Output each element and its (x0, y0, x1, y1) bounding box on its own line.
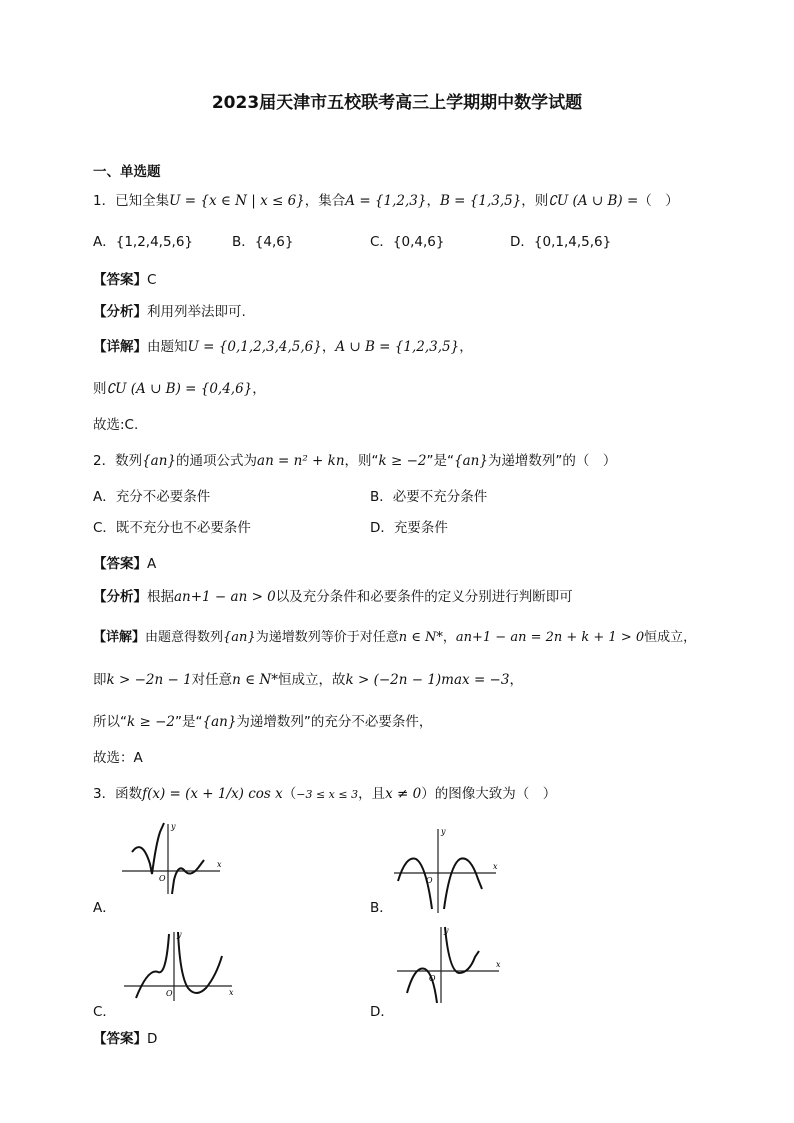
curve-right (445, 927, 479, 973)
q2-analysis-text: 根据 (147, 589, 174, 605)
detail-tag: 【详解】 (93, 339, 147, 355)
q2-detail-line2 (93, 671, 523, 689)
q1-stem-text: ，则 (521, 193, 549, 209)
q3-stem-text: 3．函数 (93, 786, 143, 802)
q1-detail-text: 则 (93, 381, 107, 397)
q2-detail-text: 为递增数列等价于对任意 (255, 630, 399, 645)
q1-expression: ∁U (A ∪ B) = (548, 193, 639, 209)
q3-stem-text: ，且 (358, 786, 386, 802)
q1-answer-blank: （ ） (638, 193, 679, 209)
q2-sequence: {an} (454, 453, 488, 469)
curve-left (136, 934, 169, 998)
q1-detail-line2 (93, 380, 266, 398)
q1-option-a: A．{1,2,4,5,6} (93, 234, 194, 250)
q2-detail-text: ， (442, 630, 456, 645)
q1-answer (93, 271, 156, 289)
q2-detail-text: 恒成立，故 (278, 672, 346, 688)
y-axis-label: y (441, 827, 446, 836)
q2-stem-text: 为递增数列”的（ ） (487, 453, 617, 469)
q1-detail-text: ， (321, 339, 336, 355)
q3-option-d: D． (370, 1004, 394, 1020)
curve-right (178, 932, 222, 993)
section-heading: 一、单选题 (93, 164, 161, 180)
q1-detail-complement: ∁U (A ∪ B) = {0,4,6} (106, 381, 253, 397)
q2-detail-sequence: {an} (223, 630, 256, 645)
q3-stem-text: （ (282, 786, 297, 802)
q2-detail-n: n ∈ N* (232, 672, 278, 688)
q1-stem (93, 192, 679, 210)
answer-tag: 【答案】 (93, 272, 147, 288)
q2-analysis (93, 588, 573, 606)
q2-stem-text: 2．数列 (93, 453, 143, 469)
q3-graph-c (122, 928, 237, 1003)
q2-detail-inequality: k > −2n − 1 (106, 672, 192, 688)
q1-option-b: B．{4,6} (232, 234, 294, 250)
q2-condition: k ≥ −2 (378, 453, 427, 469)
q2-detail-text: 恒成立， (644, 630, 697, 645)
q2-answer (93, 555, 156, 573)
q2-detail-text: ”是“ (174, 714, 203, 730)
q3-option-b: B． (370, 900, 393, 916)
analysis-tag: 【分析】 (93, 304, 147, 320)
q2-detail-text: 所以“ (93, 714, 127, 730)
origin-label: O (159, 874, 166, 883)
q1-stem-text: ， (426, 193, 440, 209)
analysis-tag: 【分析】 (93, 589, 147, 605)
q3-graph-a (120, 820, 225, 895)
q1-detail-text: ， (459, 339, 473, 355)
q3-option-c: C． (93, 1004, 116, 1020)
q1-choose: 故选:C. (93, 417, 139, 433)
q1-detail-text: 由题知 (147, 339, 188, 355)
q2-detail-text: 即 (93, 672, 107, 688)
q1-stem-text: ，集合 (304, 193, 346, 209)
q3-graph-d (395, 925, 505, 1005)
q2-option-b: B．必要不充分条件 (370, 489, 488, 505)
q3-nonzero: x ≠ 0 (385, 786, 422, 802)
q1-detail-text: ， (252, 381, 266, 397)
q3-answer-value: D (147, 1031, 158, 1047)
q2-detail-line3 (93, 713, 432, 731)
answer-tag: 【答案】 (93, 1031, 147, 1047)
q2-analysis-text: 以及充分条件和必要条件的定义分别进行判断即可 (275, 589, 573, 605)
x-axis-label: x (496, 960, 501, 969)
q1-detail-union: A ∪ B = {1,2,3,5} (335, 339, 460, 355)
q1-analysis-text: 利用列举法即可. (147, 304, 246, 320)
origin-label: O (426, 876, 433, 885)
q2-option-a: A．充分不必要条件 (93, 489, 211, 505)
q3-function: f(x) = (x + 1/x) cos x (142, 786, 283, 802)
origin-label: O (429, 974, 436, 983)
x-axis-label: x (229, 988, 234, 997)
q2-stem-text: ”是“ (426, 453, 455, 469)
answer-tag: 【答案】 (93, 556, 147, 572)
q1-set-u: U = {x ∈ N | x ≤ 6} (169, 193, 305, 209)
q3-graph-b (392, 825, 502, 915)
q1-detail (93, 338, 473, 356)
q1-set-b: B = {1,3,5} (439, 193, 522, 209)
q2-detail-sequence: {an} (202, 714, 237, 730)
q2-option-d: D．充要条件 (370, 520, 448, 536)
q2-detail-text: 对任意 (191, 672, 233, 688)
q2-answer-value: A (147, 556, 157, 572)
q1-analysis (93, 303, 246, 321)
curve-right (444, 858, 482, 909)
q1-answer-value: C (147, 272, 157, 288)
q2-detail-max: k > (−2n − 1)max = −3 (345, 672, 510, 688)
origin-label: O (166, 989, 173, 998)
page-title: 2023届天津市五校联考高三上学期期中数学试题 (211, 93, 583, 113)
q3-option-a: A． (93, 900, 116, 916)
q2-detail-condition: k ≥ −2 (127, 714, 175, 730)
q1-set-a: A = {1,2,3} (345, 193, 427, 209)
q1-detail-u: U = {0,1,2,3,4,5,6} (187, 339, 322, 355)
q2-detail (93, 629, 696, 647)
q2-detail-text: 由题意得数列 (145, 630, 224, 645)
q3-stem (93, 785, 556, 804)
q2-sequence: {an} (142, 453, 177, 469)
curve-left (132, 823, 164, 874)
q1-stem-text: 1．已知全集 (93, 193, 170, 209)
q2-detail-n: n ∈ N* (398, 630, 443, 645)
q3-answer (93, 1030, 157, 1048)
y-axis-label: y (171, 822, 176, 831)
q2-stem-text: 的通项公式为 (176, 453, 258, 469)
q3-stem-text: ）的图像大致为（ ） (421, 786, 557, 802)
q2-option-c: C．既不充分也不必要条件 (93, 520, 251, 536)
x-axis-label: x (217, 860, 222, 869)
q2-stem-text: ，则“ (344, 453, 379, 469)
q3-domain: −3 ≤ x ≤ 3 (296, 788, 359, 801)
q2-stem (93, 452, 616, 470)
q2-detail-text: 为递增数列”的充分不必要条件， (236, 714, 433, 730)
y-axis-label: y (444, 926, 449, 935)
q2-detail-text: ， (509, 672, 523, 688)
q2-detail-expression: an+1 − an = 2n + k + 1 > 0 (455, 630, 645, 645)
q2-choose: 故选：A (93, 750, 143, 766)
q1-option-c: C．{0,4,6} (370, 234, 445, 250)
detail-tag: 【详解】 (93, 630, 146, 645)
x-axis-label: x (493, 862, 498, 871)
y-axis-label: y (177, 930, 182, 939)
q2-formula: an = n² + kn (257, 453, 345, 469)
q2-analysis-expression: an+1 − an > 0 (174, 589, 276, 605)
q1-option-d: D．{0,1,4,5,6} (510, 234, 612, 250)
curve-right (172, 860, 204, 894)
